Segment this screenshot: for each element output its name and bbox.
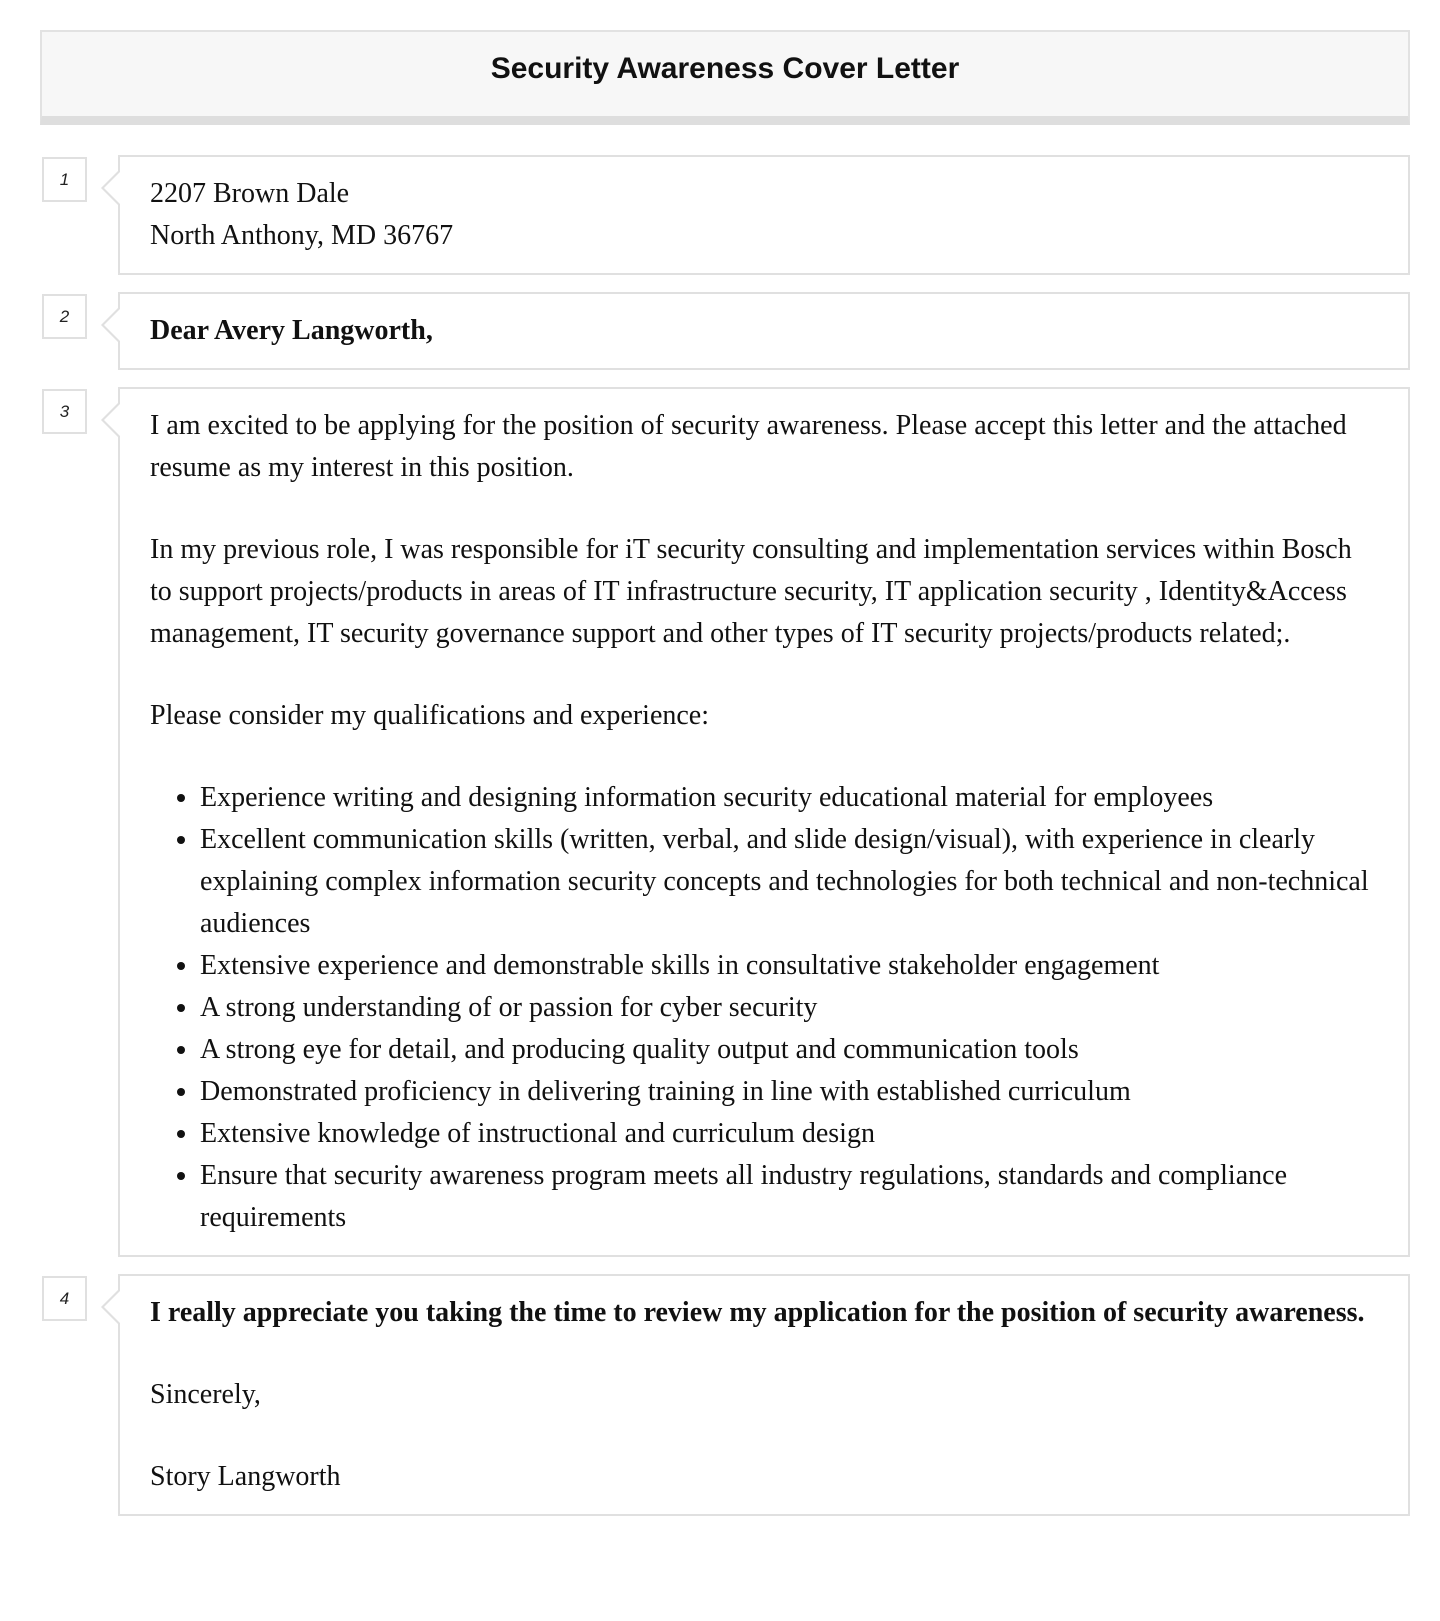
section-box xyxy=(118,387,1410,1257)
address-line-1: 2207 Brown Dale xyxy=(150,178,350,209)
greeting: Dear Avery Langworth, xyxy=(150,315,433,346)
section-box xyxy=(118,1274,1410,1516)
list-item: • A strong eye for detail, and producing quality output and communication tools xyxy=(200,1029,1378,1071)
section-greeting xyxy=(40,292,1410,370)
experience-paragraph: In my previous role, I was responsible for iT security consulting and implementation services within Bosch to support projects/products in areas of IT infrastructure security, IT application security , Identity&Access management, IT security governance support and other types of IT security projects/products related;. xyxy=(150,534,1352,649)
section-number: 1 xyxy=(42,157,87,202)
section-closing xyxy=(40,1274,1410,1516)
title-bar xyxy=(40,30,1410,125)
list-item: • Experience writing and designing information security educational material for employees xyxy=(200,777,1378,819)
section-number: 3 xyxy=(42,389,87,434)
section-box xyxy=(118,292,1410,370)
list-item: • Excellent communication skills (written, verbal, and slide design/visual), with experience in clearly explaining complex information security concepts and technologies for both technical and non-technical audiences xyxy=(200,819,1378,945)
closing-paragraph: I really appreciate you taking the time to review my application for the position of security awareness. xyxy=(150,1297,1365,1328)
list-item: • Extensive knowledge of instructional and curriculum design xyxy=(200,1113,1378,1155)
section-number: 2 xyxy=(42,294,87,339)
signoff: Sincerely, xyxy=(150,1379,261,1410)
list-item: • Ensure that security awareness program meets all industry regulations, standards and compliance requirements xyxy=(200,1155,1378,1239)
section-box xyxy=(118,155,1410,275)
section-number: 4 xyxy=(42,1276,87,1321)
section-address xyxy=(40,155,1410,275)
qualifications-intro: Please consider my qualifications and experience: xyxy=(150,700,710,731)
cover-letter-page xyxy=(40,30,1410,1516)
signature: Story Langworth xyxy=(150,1461,341,1492)
intro-paragraph: I am excited to be applying for the position of security awareness. Please accept this letter and the attached resume as my interest in this position. xyxy=(150,410,1347,483)
page-title: Security Awareness Cover Letter xyxy=(490,52,960,85)
list-item: • Demonstrated proficiency in delivering training in line with established curriculum xyxy=(200,1071,1378,1113)
address-line-2: North Anthony, MD 36767 xyxy=(150,220,454,251)
list-item: • Extensive experience and demonstrable skills in consultative stakeholder engagement xyxy=(200,945,1378,987)
section-body xyxy=(40,387,1410,1257)
qualifications-list xyxy=(150,777,1378,1239)
list-item: • A strong understanding of or passion for cyber security xyxy=(200,987,1378,1029)
